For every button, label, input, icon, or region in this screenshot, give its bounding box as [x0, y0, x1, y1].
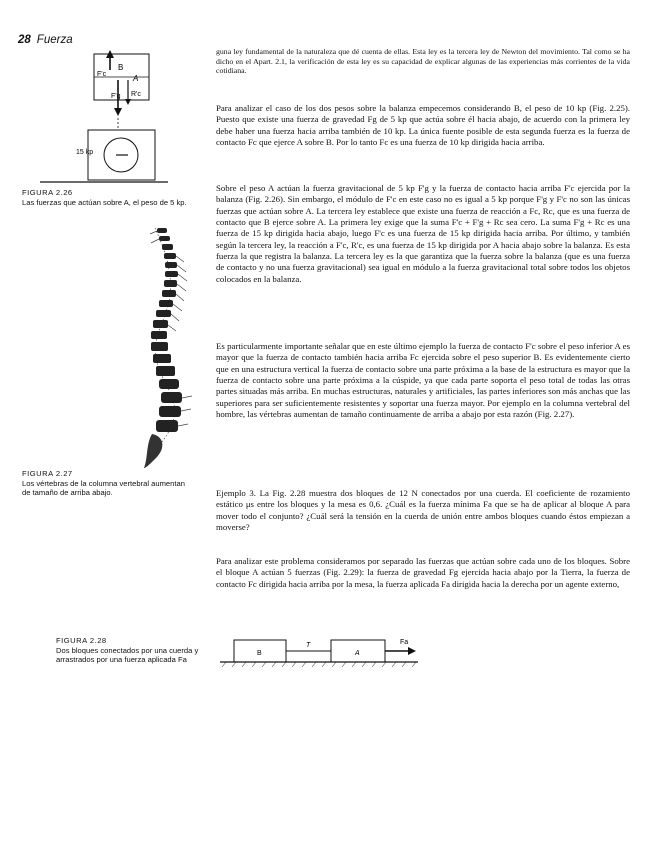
page-number: 28 [18, 34, 31, 46]
label-b: B [118, 63, 124, 72]
block-a-label: A [355, 650, 360, 657]
caption-text: Las fuerzas que actúan sobre A, el peso de 5 kp. [22, 197, 187, 207]
figure-2-27-spine [100, 222, 205, 470]
vertebra [165, 271, 178, 277]
label-fg: F'g [111, 93, 121, 100]
vertebra [159, 406, 181, 417]
figure-2-28 [216, 632, 421, 672]
label-fc: F'c [97, 71, 107, 78]
tension-label: T [306, 642, 311, 649]
vertebrae [151, 228, 182, 432]
block-b-label: B [257, 650, 262, 657]
caption-title: FIGURA 2.26 [22, 188, 73, 197]
caption-text: Los vértebras de la columna vertebral aumentan de tamaño de arriba abajo. [22, 478, 185, 498]
vertebra [165, 262, 177, 268]
caption-text: Dos bloques conectados por una cuerda y arrastrados por una fuerza aplicada Fa [56, 645, 199, 665]
vertebra [153, 320, 168, 328]
paragraph-structures: Es particularmente importante señalar que en este último ejemplo la fuerza de contacto F'c sobre el peso inferior A es mayor que la fuerza de contacto también hacia arriba Fc ejercida sobre el peso superior B. Es evidentemente cierto que en una estructura vertical la fuerza de contacto sobre una parte próxima a la base de la estructura es mayor que la fuerza de contacto sobre una parte próxima a la cúspide, ya que cada parte soporta el peso total de todas las otras partes situadas más arriba. En muchas estructuras, naturales y artificiales, las partes inferiores son más anchas que las superiores para ser suficientemente resistentes y soportar una fuerza mayor. Por ejemplo en la columna vertebral del hombre, las vértebras aumentan de tamaño continuamente de arriba a abajo por esta razón (Fig. 2.27). [216, 341, 630, 420]
caption-title: FIGURA 2.28 [56, 636, 107, 645]
section-title: Fuerza [36, 34, 73, 46]
caption-title: FIGURA 2.27 [22, 469, 73, 478]
caption-fig-2-28 [56, 636, 206, 665]
vertebra [161, 392, 182, 403]
force-fg-arrowhead [114, 108, 122, 116]
label-a: A [133, 74, 139, 83]
vertebra [157, 228, 167, 233]
vertebra [151, 342, 168, 351]
applied-force-label: Fa [400, 639, 409, 646]
vertebra [153, 354, 171, 363]
vertebra [156, 420, 178, 432]
vertebra [159, 300, 173, 307]
page-header [18, 34, 73, 46]
vertebra [159, 236, 170, 241]
applied-force-arrowhead [408, 647, 416, 655]
vertebra [164, 253, 176, 259]
label-scale: 15 kp [76, 149, 94, 156]
paragraph-analysis: Para analizar este problema consideramos por separado las fuerzas que actúan sobre cada uno de los bloques. Sobre el bloque A actúan 5 fuerzas (Fig. 2.29): la fuerza de gravedad Fg ejercida hacia abajo por la Tierra, la fuerza de contacto Fc dirigida hacia arriba por la mesa, la fuerza aplicada Fa dirigida hacia la derecha por un agente externo, [216, 556, 630, 589]
sacrum [144, 434, 162, 468]
vertebra [162, 244, 173, 250]
vertebra [164, 280, 177, 287]
caption-fig-2-26 [22, 188, 192, 207]
figure-2-26 [20, 50, 170, 190]
paragraph-example-3: Ejemplo 3. La Fig. 2.28 muestra dos bloques de 12 N conectados por una cuerda. El coeficiente de rozamiento estático μs entre los bloques y la mesa es 0,6. ¿Cuál es la fuerza mínima Fa que se ha de aplicar al bloque A para mover todo el conjunto? ¿Cuál será la tensión en la cuerda de unión entre ambos bloques cuando éstos empiezan a moverse? [216, 488, 630, 533]
vertebra [156, 310, 171, 317]
table-hatching [222, 662, 416, 667]
vertebra [156, 366, 175, 376]
vertebra [151, 331, 167, 339]
paragraph-weight-a: Sobre el peso A actúan la fuerza gravitacional de 5 kp F'g y la fuerza de contacto hacia arriba F'c ejercida por la balanza (Fig. 2.26). Sin embargo, el módulo de F'c en este caso no es igual a 5 kp porque F'g y F'c no son las únicas fuerzas que actúan sobre A. La tercera ley establece que existe una fuerza de reacción a Fc, Rc, que es una fuerza de contacto que B ejerce sobre A. La primera ley exige que la suma F'c + F'g + Rc sea cero. La suma F'g + Rc es una fuerza de 15 kp dirigida hacia abajo, luego F'c es una fuerza de 15 kp dirigida hacia arriba. Por último, y también según la tercera ley, la reacción a F'c, R'c, es una fuerza de 15 kp dirigida por A hacia abajo sobre la balanza. Es esta fuerza la que registra la balanza. La tercera ley es la que garantiza que la fuerza sobre la balanza (que es una fuerza de contacto y no una fuerza gravitacional) sea igual en módulo a la fuerza gravitacional total sobre todos los objetos colocados en la balanza. [216, 183, 630, 284]
vertebra [162, 290, 176, 297]
paragraph-weight-b: Para analizar el caso de los dos pesos sobre la balanza empecemos considerando B, el peso de 10 kp (Fig. 2.25). Puesto que existe una fuerza de gravedad Fg de 5 kp que actúa sobre él hacia abajo, de acuerdo con la primera ley debe haber una fuerza hacia arriba también de 10 kp. La única fuente posible de esta segunda fuerza es la fuerza de contacto Fc que ejerce A sobre B. Por lo tanto Fc es una fuerza de 10 kp dirigida hacia arriba. [216, 103, 630, 148]
label-rc: R'c [131, 91, 141, 98]
force-rc-arrowhead [125, 99, 131, 105]
vertebra [159, 379, 179, 389]
caption-fig-2-27 [22, 469, 192, 498]
paragraph-intro: guna ley fundamental de la naturaleza que dé cuenta de ellas. Esta ley es la tercera ley de Newton del movimiento. Tal como se ha dicho en el Apart. 2.1, la verificación de esta ley es su capacidad de explicar algunas de las experiencias más corrientes de la vida cotidiana. [216, 47, 630, 76]
